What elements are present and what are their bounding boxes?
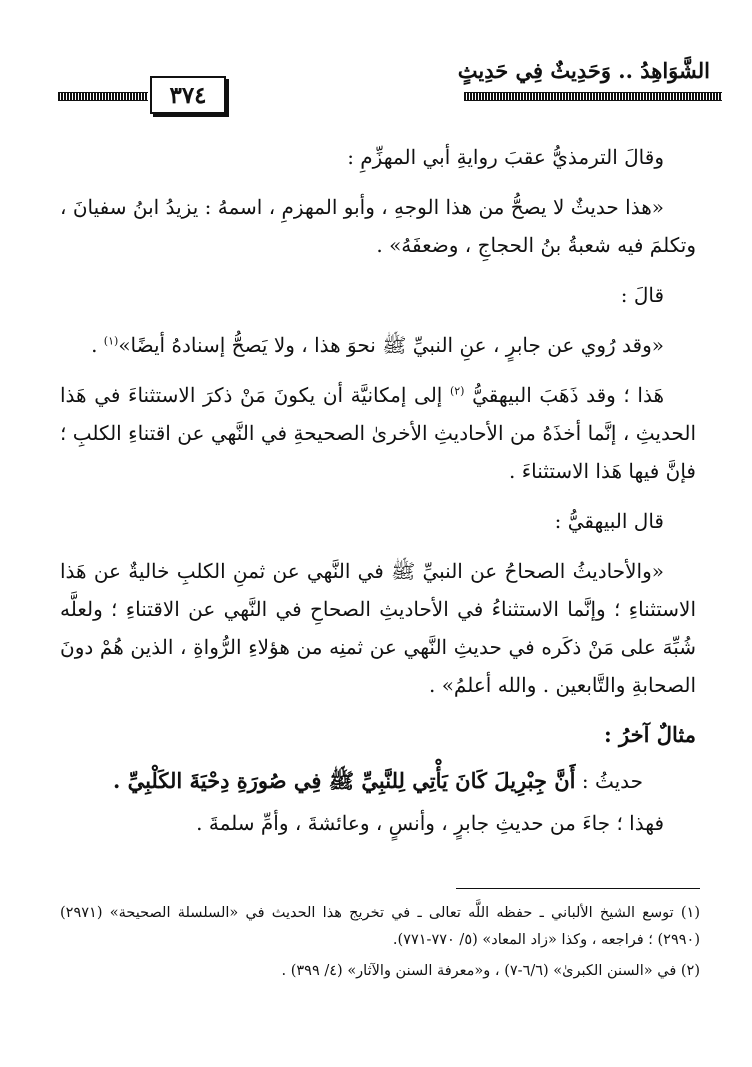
running-head: الشَّوَاهِدُ .. وَحَدِيثٌ فِي حَدِيثٍ — [457, 58, 710, 83]
page-number: ٣٧٤ — [150, 76, 226, 114]
header-rule-left — [58, 92, 148, 101]
main-text — [60, 138, 696, 854]
quote-bayhaqi: «والأحاديثُ الصحاحُ عن النبيِّ ﷺ في النَّهي عن ثمنِ الكلبِ خاليةٌ عن هَذا الاستثناءِ ؛ وإنَّما الاستثناءُ في الأحاديثِ الصحاحِ في النَّهي عن الاقتناءِ ؛ ولعلَّه شُبِّهَ على مَنْ ذكَره في حديثِ النَّهي عن ثمنِه من هؤلاءِ الرُّواةِ ، الذين هُمْ دونَ الصحابةِ والتَّابعين . والله أعلمُ» . — [60, 559, 697, 697]
hadith-line — [60, 762, 696, 800]
paragraph-tirmidhi-intro: وقالَ الترمذيُّ عقبَ روايةِ أبي المهزِّمِ : — [347, 145, 664, 169]
hadith-text: أَنَّ جِبْرِيلَ كَانَ يَأْتِي لِلنَّبِيِّ ﷺ فِي صُورَةِ دِحْيَةَ الكَلْبِيِّ . — [112, 768, 576, 793]
quote-jabir — [60, 326, 696, 364]
paragraph-qala-bayhaqi: قال البيهقيُّ : — [554, 509, 664, 533]
footnote-ref-2[interactable]: (٢) — [449, 384, 465, 398]
footnote-1: (١) توسع الشيخ الألباني ـ حفظه اللَّه تعالى ـ في تخريج هذا الحديث في «السلسلة الصحيحة» (٢٩٧١) (٢٩٩٠) ؛ فراجعه ، وكذا «زاد المعاد» (٥/ ٧٧٠-٧٧١). — [60, 905, 700, 948]
paragraph-sources: فهذا ؛ جاءَ من حديثِ جابرٍ ، وأنسٍ ، وعائشةَ ، وأمِّ سلمةَ . — [196, 811, 664, 835]
quote-jabir-end: . — [91, 333, 104, 357]
section-heading: مثالٌ آخرُ : — [603, 722, 696, 747]
quote-jabir-text: «وقد رُوي عن جابرٍ ، عنِ النبيِّ ﷺ نحوَ هذا ، ولا يَصحُّ إسنادهُ أيضًا» — [118, 333, 664, 357]
paragraph-bayhaqi-view — [60, 376, 696, 490]
footnote-2: (٢) في «السنن الكبرىٰ» (٦/٦-٧) ، و«معرفة السنن والآثار» (٤/ ٣٩٩) . — [281, 963, 700, 979]
footnote-ref-1[interactable]: (١) — [103, 334, 119, 348]
quote-tirmidhi: «هذا حديثٌ لا يصحُّ من هذا الوجهِ ، وأبو المهزمِ ، اسمهُ : يزيدُ ابنُ سفيانَ ، وتكلمَ فيه شعبةُ بنُ الحجاجِ ، وضعفَهُ» . — [60, 195, 696, 257]
footnote-divider — [456, 888, 700, 889]
paragraph-qala: قالَ : — [620, 283, 664, 307]
paragraph-bayhaqi-view-a: هَذا ؛ وقد ذَهَبَ البيهقيُّ — [464, 383, 664, 407]
page-header — [58, 52, 722, 112]
hadith-label: حديثُ : — [575, 769, 644, 793]
paragraph-bayhaqi-view-b: إلى إمكانيَّة أن يكونَ مَنْ ذكرَ الاستثناءَ في هَذا الحديثِ ، إنَّما أخذَهُ من الأحاديثِ الأخرىٰ الصحيحةِ في النَّهي عن اقتناءِ الكلبِ ؛ فإنَّ فيها هَذا الاستثناءَ . — [60, 383, 696, 483]
header-rule-right — [464, 92, 722, 101]
footnotes — [60, 900, 700, 989]
